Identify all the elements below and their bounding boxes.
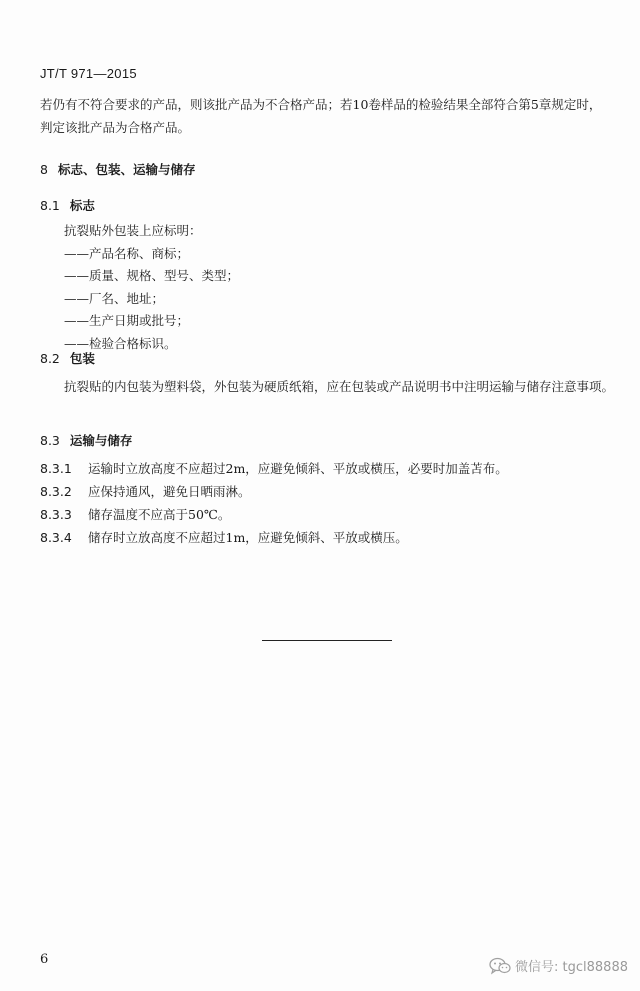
wechat-watermark (489, 956, 628, 975)
section-8-3-heading (40, 431, 132, 449)
section-number: 8.2 (40, 351, 60, 366)
marking-list (64, 220, 239, 355)
section-title: 标志、包装、运输与储存 (57, 162, 196, 177)
clause-text: 运输时立放高度不应超过2m，应避免倾斜、平放或横压，必要时加盖苫布。 (88, 461, 508, 476)
list-item: ——检验合格标识。 (64, 335, 177, 351)
clause-text: 储存时立放高度不应超过1m，应避免倾斜、平放或横压。 (88, 530, 408, 545)
clause-row (40, 526, 508, 549)
list-item: ——产品名称、商标； (64, 245, 190, 261)
marking-lead: 抗裂贴外包装上应标明： (64, 223, 202, 238)
clause-number: 8.3.3 (40, 507, 72, 522)
clause-row (40, 503, 508, 526)
intro-paragraph: 若仍有不符合要求的产品，则该批产品为不合格产品；若10卷样品的检验结果全部符合第5章规定时，判定该批产品为合格产品。 (40, 97, 602, 135)
wechat-icon (489, 957, 511, 975)
end-of-document-rule (262, 640, 392, 641)
page-number: 6 (40, 952, 49, 967)
section-8-2-heading (40, 349, 95, 367)
section-number: 8.1 (40, 198, 60, 213)
section-number: 8.3 (40, 433, 60, 448)
clause-number: 8.3.4 (40, 530, 72, 545)
section-number: 8 (40, 162, 48, 177)
clause-text: 应保持通风，避免日晒雨淋。 (88, 484, 251, 499)
list-item: ——质量、规格、型号、类型； (64, 268, 240, 283)
watermark-text: 微信号: tgcl88888 (515, 960, 628, 975)
clause-list (40, 457, 508, 549)
clause-row (40, 480, 508, 503)
section-title: 运输与储存 (69, 433, 133, 448)
section-title: 标志 (69, 198, 95, 213)
list-item: ——生产日期或批号； (64, 313, 190, 328)
standard-code: JT/T 971—2015 (40, 66, 137, 81)
list-item: ——厂名、地址； (64, 290, 165, 306)
packaging-paragraph: 抗裂贴的内包装为塑料袋，外包装为硬质纸箱，应在包装或产品说明书中注明运输与储存注意事项。 (64, 379, 615, 394)
section-8-1-heading (40, 196, 95, 214)
section-title: 包装 (69, 351, 95, 366)
clause-number: 8.3.1 (40, 461, 72, 476)
clause-row (40, 457, 508, 480)
section-8-heading (40, 160, 195, 178)
clause-number: 8.3.2 (40, 484, 72, 499)
clause-text: 储存温度不应高于50℃。 (88, 507, 231, 522)
